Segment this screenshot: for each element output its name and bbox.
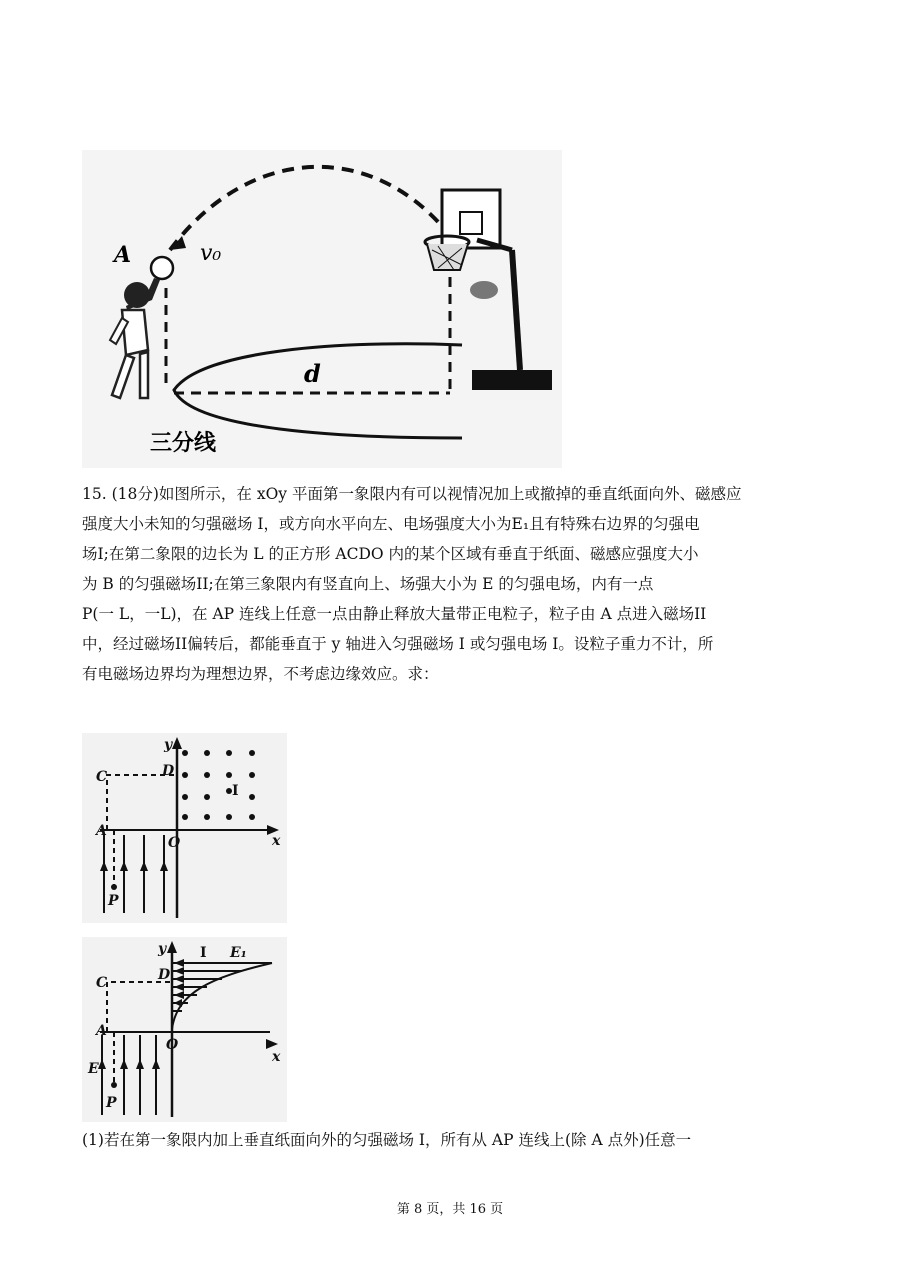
field-E1-label: E₁ [230,945,247,961]
problem-line: 强度大小未知的匀强磁场 I，或方向水平向左、电场强度大小为E₁且有特殊右边界的匀强电 [82,515,700,533]
point-C-label: C [96,975,108,991]
origin-label: O [166,1037,179,1053]
problem-line: 有电磁场边界均为理想边界，不考虑边缘效应。求： [82,665,439,683]
axis-x-label: x [272,833,281,849]
axis-y-label: y [164,737,173,753]
problem-line: 为 B 的匀强磁场II;在第三象限内有竖直向上、场强大小为 E 的匀强电场，内有一点 [82,575,654,593]
field-E-label: E [88,1061,99,1077]
point-P-label: P [106,1095,117,1111]
origin-label: O [168,835,181,851]
point-C-label: C [96,769,108,785]
label-v0: v₀ [200,241,222,266]
page-footer: 第 8 页，共 16 页 [396,1202,504,1217]
question-1: (1)若在第一象限内加上垂直纸面向外的匀强磁场 I，所有从 AP 连线上(除 A 点外)任意一 [82,1131,692,1149]
point-D-label: D [158,967,171,983]
problem-line: 中，经过磁场II偏转后，都能垂直于 y 轴进入匀强磁场 I 或匀强电场 I。设粒子重力不计，所 [82,635,714,653]
label-A: A [114,242,132,268]
label-d: d [304,359,321,388]
problem-line: 15. (18分)如图所示，在 xOy 平面第一象限内有可以视情况加上或撤掉的垂直纸面向外、磁感应 [82,485,742,503]
axis-y-label: y [158,941,167,957]
axis-x-label: x [272,1049,281,1065]
point-D-label: D [162,763,175,779]
problem-line: 场I;在第二象限的边长为 L 的正方形 ACDO 内的某个区域有垂直于纸面、磁感应强度大小 [82,545,699,563]
problem-line: P(一 L，一L)，在 AP 连线上任意一点由静止释放大量带正电粒子，粒子由 A 点进入磁场II [82,605,707,623]
field-figure-magnetic [82,733,287,923]
region-I-label: I [200,945,207,961]
basketball-figure [82,150,562,468]
problem-text [82,479,762,689]
point-A-label: A [96,1023,107,1039]
field-figure-electric [82,937,287,1122]
region-I-label: I [232,783,239,799]
point-P-label: P [108,893,119,909]
point-A-label: A [96,823,107,839]
label-three-point-line: 三分线 [150,431,217,456]
